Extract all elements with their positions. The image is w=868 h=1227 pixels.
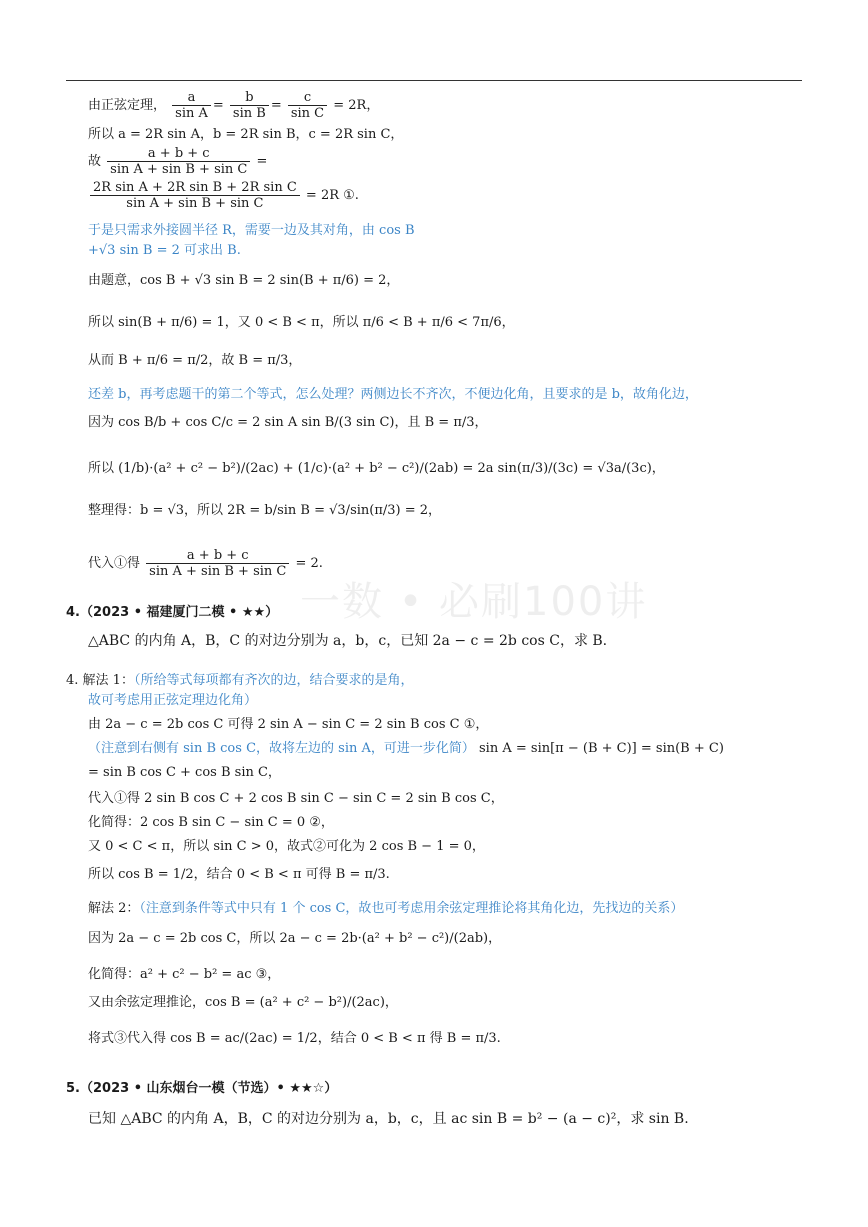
s1-line-4: [88, 180, 359, 211]
answer-4-line-5: = sin B cos C + cos B sin C，: [88, 765, 281, 780]
s1-line-1: 由正弦定理， $\frac{a}{\text{sin A}}$ = $\frac{b}{\text{sin B}}$ = $\frac{c}{\text{sin C}}$ = 2R，: [88, 90, 380, 121]
text: = 2R，: [333, 98, 380, 113]
answer-4-line-6: 代入①得 2 sin B cos C + 2 cos B sin C − sin C = 2 sin B cos C，: [88, 791, 504, 806]
s1-line-2: 所以 a = 2R sin A，b = 2R sin B，c = 2R sin C，: [88, 127, 404, 142]
s1-line-10: 整理得：b = √3，所以 2R = b/sin B = √3/sin(π/3) = 2，: [88, 503, 442, 518]
hint-line-3: 还差 b，再考虑题干的第二个等式，怎么处理？两侧边长不齐次，不便边化角，且要求的是 b，故角化边，: [88, 387, 698, 402]
text: =: [256, 154, 268, 169]
text: = 2.: [295, 556, 323, 571]
text: sin A = sin[π − (B + C)] = sin(B + C): [479, 741, 724, 756]
s1-line-11: [88, 548, 323, 579]
text: 4. 解法 1：: [66, 673, 134, 688]
answer-4-line-9: 所以 cos B = 1/2，结合 0 < B < π 可得 B = π/3.: [88, 867, 390, 882]
watermark: 一数 • 必刷100讲: [300, 579, 648, 625]
hint: （注意到条件等式中只有 1 个 cos C，故也可考虑用余弦定理推论将其角化边，先找边的关系）: [139, 901, 684, 916]
answer-4-line-1: [66, 672, 413, 690]
answer-4-line-4: [88, 740, 724, 758]
fraction: $\frac{b}{\text{sin B}}$: [230, 90, 269, 121]
text: = 2R ①.: [305, 188, 359, 203]
question-4-body: △ABC 的内角 A，B，C 的对边分别为 a，b，c，已知 2a − c = 2b cos C，求 B.: [88, 633, 608, 649]
fraction: $\frac{a + b + c}{\text{sin A + sin B + sin C}}$: [146, 548, 289, 579]
s1-line-9: 所以 (1/b)·(a² + c² − b²)/(2ac) + (1/c)·(a² + b² − c²)/(2ab) = 2a sin(π/3)/(3c) = √3a/(3c)，: [88, 461, 665, 476]
s1-line-8: 因为 cos B/b + cos C/c = 2 sin A sin B/(3 sin C)，且 B = π/3，: [88, 415, 488, 430]
hint: （所给等式每项都有齐次的边，结合要求的是角，: [133, 673, 414, 688]
answer-4-line-2: 故可考虑用正弦定理边化角）: [88, 693, 258, 708]
question-5-heading: 5.（2023 • 山东烟台一模（节选）• ★★☆）: [66, 1081, 338, 1096]
text: 代入①得: [88, 556, 141, 571]
fraction: $\frac{\text{2R sin A + 2R sin B + 2R sin C}}{\text{sin A + sin B + sin C}}$: [90, 180, 300, 211]
answer-4-line-10: [88, 900, 683, 918]
answer-4-line-14: 将式③代入得 cos B = ac/(2ac) = 1/2，结合 0 < B < π 得 B = π/3.: [88, 1031, 501, 1046]
answer-4-line-13: 又由余弦定理推论，cos B = (a² + c² − b²)/(2ac)，: [88, 995, 398, 1010]
question-5-body: 已知 △ABC 的内角 A，B，C 的对边分别为 a，b，c，且 ac sin B = b² − (a − c)²，求 sin B.: [88, 1111, 689, 1127]
s1-line-7: 从而 B + π/6 = π/2，故 B = π/3，: [88, 353, 302, 368]
s1-line-6: 所以 sin(B + π/6) = 1，又 0 < B < π，所以 π/6 < B + π/6 < 7π/6，: [88, 315, 515, 330]
text: 故: [88, 154, 102, 169]
text: 由正弦定理，: [88, 98, 167, 113]
hint-line-1: 于是只需求外接圆半径 R，需要一边及其对角，由 cos B: [88, 223, 415, 238]
s1-line-3: [88, 146, 267, 177]
answer-4-line-11: 因为 2a − c = 2b cos C，所以 2a − c = 2b·(a² + b² − c²)/(2ab)，: [88, 931, 502, 946]
text: 解法 2：: [88, 901, 140, 916]
header-rule: [66, 80, 802, 81]
question-4-heading: 4.（2023 • 福建厦门二模 • ★★）: [66, 605, 279, 620]
answer-4-line-8: 又 0 < C < π，所以 sin C > 0，故式②可化为 2 cos B − 1 = 0，: [88, 839, 485, 854]
fraction: $\frac{a}{\text{sin A}}$: [172, 90, 211, 121]
fraction: $\frac{a + b + c}{\text{sin A + sin B + sin C}}$: [107, 146, 250, 177]
answer-4-line-7: 化简得：2 cos B sin C − sin C = 0 ②，: [88, 815, 334, 830]
fraction: $\frac{c}{\text{sin C}}$: [288, 90, 327, 121]
s1-line-5: 由题意，cos B + √3 sin B = 2 sin(B + π/6) = 2，: [88, 273, 400, 288]
answer-4-line-3: 由 2a − c = 2b cos C 可得 2 sin A − sin C = 2 sin B cos C ①，: [88, 717, 489, 732]
hint-line-2: +√3 sin B = 2 可求出 B.: [88, 243, 241, 258]
hint: （注意到右侧有 sin B cos C，故将左边的 sin A，可进一步化简）: [88, 741, 475, 756]
answer-4-line-12: 化简得：a² + c² − b² = ac ③，: [88, 967, 281, 982]
